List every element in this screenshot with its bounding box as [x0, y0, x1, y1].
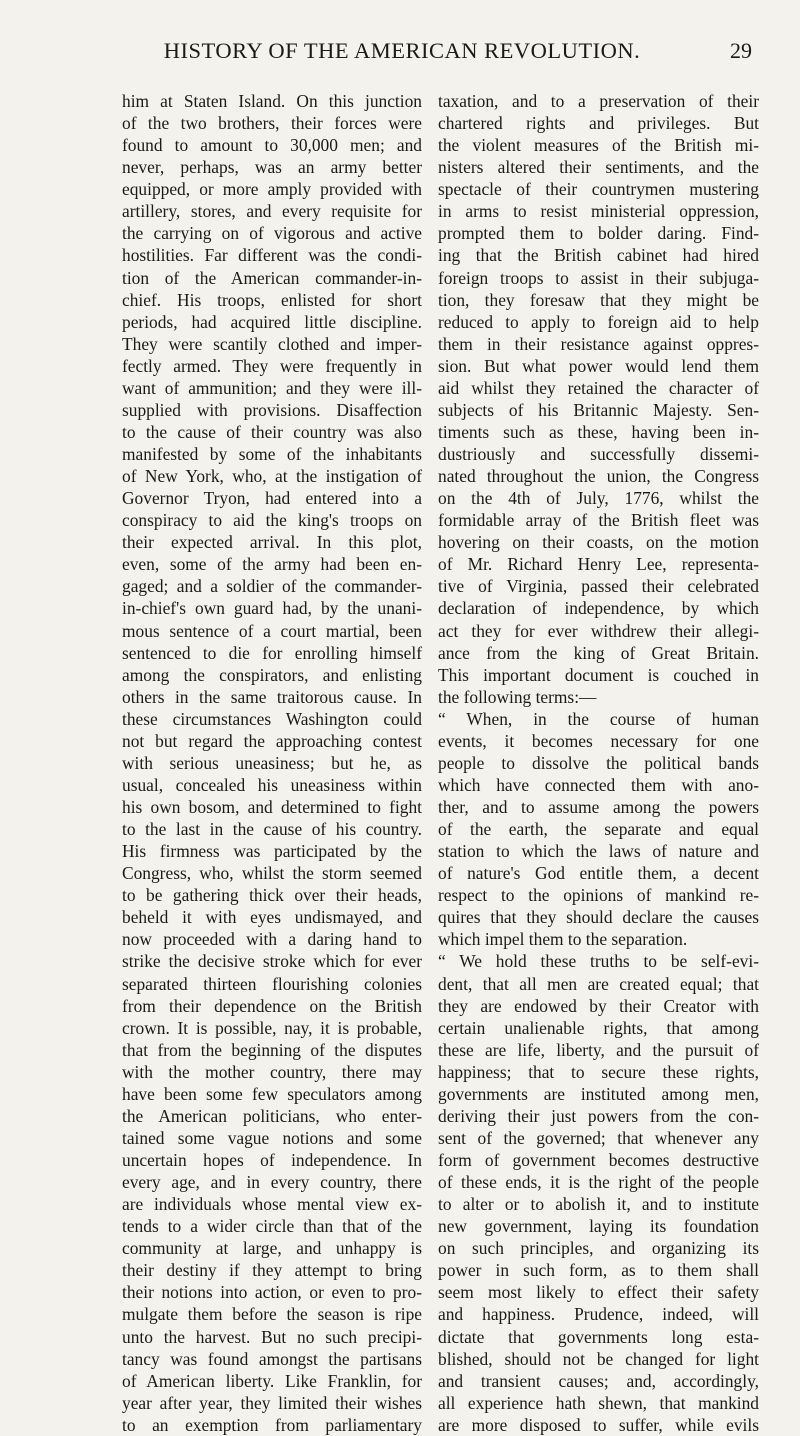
text-line: these circumstances Washington could — [122, 708, 422, 729]
text-line: spectacle of their countrymen mustering — [438, 179, 759, 200]
text-line: usual, concealed his uneasiness within — [122, 774, 422, 795]
text-line: and transient causes; and, accordingly, — [438, 1370, 759, 1391]
text-line: from their dependence on the British — [122, 995, 422, 1016]
text-line: their notions into action, or even to pro- — [122, 1282, 422, 1303]
text-line: events, it becomes necessary for one — [438, 730, 759, 751]
text-line: with serious uneasiness; but he, as — [122, 752, 422, 773]
text-line: even, some of the army had been en- — [122, 554, 422, 575]
text-line: blished, should not be changed for light — [438, 1348, 759, 1369]
text-line: on such principles, and organizing its — [438, 1238, 759, 1259]
text-line: which impel them to the separation. — [438, 929, 688, 950]
text-line: form of government becomes destructive — [438, 1150, 759, 1170]
text-line: beheld it with eyes undismayed, and — [122, 907, 422, 928]
text-line: sion. But what power would lend them — [438, 355, 759, 376]
text-line: every age, and in every country, there — [122, 1172, 422, 1193]
text-line: ing that the British cabinet had hired — [438, 245, 759, 266]
text-line: on the 4th of July, 1776, whilst the — [438, 488, 759, 509]
text-line: which have connected them with ano- — [438, 774, 759, 795]
text-line: of New York, who, at the instigation of — [122, 466, 422, 487]
text-line: subjects of his Britannic Majesty. Sen- — [438, 399, 759, 420]
text-line: ther, and to assume among the powers — [438, 797, 759, 817]
text-line: chief. His troops, enlisted for short — [122, 289, 422, 310]
text-line: the violent measures of the British mi- — [438, 135, 759, 156]
text-line: fectly armed. They were frequently in — [122, 355, 422, 376]
text-line: dent, that all men are created equal; that — [438, 973, 759, 994]
text-line: are more disposed to suffer, while evils — [438, 1414, 759, 1435]
text-line: him at Staten Island. On this junction — [122, 91, 422, 111]
text-line: dustriously and successfully dissemi- — [438, 444, 759, 464]
text-line: others in the same traitorous cause. In — [122, 686, 422, 707]
text-line: artillery, stores, and every requisite for — [122, 201, 422, 222]
text-line: they are endowed by their Creator with — [438, 995, 759, 1016]
text-line: among the conspirators, and enlisting — [122, 664, 422, 685]
text-line: people to dissolve the political bands — [438, 752, 759, 773]
running-title: HISTORY OF THE AMERICAN REVOLUTION. — [163, 38, 641, 63]
text-line: nisters altered their sentiments, and the — [438, 157, 759, 178]
text-line: found to amount to 30,000 men; and — [122, 135, 422, 156]
text-line: tained some vague notions and some — [122, 1127, 422, 1148]
text-line: of these ends, it is the right of the people — [438, 1172, 759, 1193]
text-line: have been some few speculators among — [122, 1083, 422, 1104]
text-line: ance from the king of Great Britain. — [438, 642, 759, 663]
left-text-column — [122, 90, 422, 1436]
text-line: tion, they foresaw that they might be — [438, 289, 759, 310]
text-line: equipped, or more amply provided with — [122, 179, 422, 200]
text-line: to the last in the cause of his country. — [122, 819, 422, 840]
text-line: to be gathering thick over their heads, — [122, 885, 422, 906]
text-line: their destiny if they attempt to bring — [122, 1260, 422, 1281]
right-text-column — [438, 90, 759, 1436]
text-line: sentenced to die for enrolling himself — [122, 642, 422, 663]
text-line: aid whilst they retained the character of — [438, 377, 759, 398]
text-line: seem most likely to effect their safety — [438, 1282, 759, 1303]
text-line: hovering on their coasts, on the motion — [438, 532, 759, 553]
text-line: in-chief's own guard had, by the unani- — [122, 598, 422, 619]
text-line: tancy was found amongst the partisans — [122, 1348, 422, 1369]
text-line: tends to a wider circle than that of the — [122, 1216, 422, 1237]
text-line: periods, had acquired little discipline. — [122, 311, 422, 332]
text-line: foreign troops to assist in their subjuga- — [438, 267, 759, 288]
text-line: manifested by some of the inhabitants — [122, 444, 422, 464]
text-line: His firmness was participated by the — [122, 841, 422, 862]
text-line: mous sentence of a court martial, been — [122, 620, 422, 641]
text-line: chartered rights and privileges. But — [438, 113, 759, 134]
text-line: nated throughout the union, the Congress — [438, 466, 759, 487]
page-number: 29 — [730, 38, 752, 63]
text-line: of the earth, the separate and equal — [438, 819, 759, 840]
text-line: of the two brothers, their forces were — [122, 113, 422, 134]
text-line: the American politicians, who enter- — [122, 1105, 422, 1126]
text-line: uncertain hopes of independence. In — [122, 1150, 422, 1170]
text-line: tive of Virginia, passed their celebrated — [438, 576, 759, 597]
text-line: not but regard the approaching contest — [122, 730, 422, 751]
text-line: happiness; that to secure these rights, — [438, 1061, 759, 1082]
text-line: his own bosom, and determined to fight — [122, 797, 422, 817]
text-line: the carrying on of vigorous and active — [122, 223, 422, 244]
text-line: all experience hath shewn, that mankind — [438, 1392, 759, 1413]
text-line: mulgate them before the season is ripe — [122, 1304, 422, 1325]
text-line: They were scantily clothed and imper- — [122, 333, 422, 354]
text-line: these are life, liberty, and the pursuit of — [438, 1039, 759, 1060]
text-line: community at large, and unhappy is — [122, 1238, 422, 1259]
text-line: supplied with provisions. Disaffection — [122, 399, 422, 420]
text-line: act they for ever withdrew their allegi- — [438, 620, 759, 641]
text-line: to the cause of their country was also — [122, 421, 422, 442]
text-line: This important document is couched in — [438, 664, 759, 685]
text-line: now proceeded with a daring hand to — [122, 929, 422, 950]
text-line: want of ammunition; and they were ill- — [122, 377, 422, 398]
text-line: “ When, in the course of human — [438, 708, 759, 729]
text-line: to an exemption from parliamentary — [122, 1414, 422, 1435]
text-line: unto the harvest. But no such precipi- — [122, 1326, 422, 1347]
text-line: of Mr. Richard Henry Lee, representa- — [438, 554, 759, 575]
text-line: dictate that governments long esta- — [438, 1326, 759, 1347]
text-line: year after year, they limited their wishes — [122, 1392, 422, 1413]
text-line: Congress, who, whilst the storm seemed — [122, 863, 422, 884]
text-line: are individuals whose mental view ex- — [122, 1194, 422, 1215]
text-line: station to which the laws of nature and — [438, 841, 759, 862]
text-line: declaration of independence, by which — [438, 598, 759, 619]
text-line: to alter or to abolish it, and to institute — [438, 1194, 759, 1215]
text-line: power in such form, as to them shall — [438, 1260, 759, 1281]
text-line: prompted them to bolder daring. Find- — [438, 223, 759, 244]
text-line: of American liberty. Like Franklin, for — [122, 1370, 422, 1391]
text-line: the following terms:— — [438, 686, 597, 707]
text-line: governments are instituted among men, — [438, 1083, 759, 1104]
text-line: “ We hold these truths to be self-evi- — [438, 951, 759, 972]
text-line: formidable array of the British fleet was — [438, 510, 759, 531]
text-line: hostilities. Far different was the condi- — [122, 245, 422, 266]
text-line: of nature's God entitle them, a decent — [438, 863, 759, 884]
text-line: certain unalienable rights, that among — [438, 1017, 759, 1038]
text-line: timents such as these, having been in- — [438, 421, 759, 442]
text-line: and happiness. Prudence, indeed, will — [438, 1304, 759, 1325]
text-line: crown. It is possible, nay, it is probable, — [122, 1017, 422, 1038]
text-line: conspiracy to aid the king's troops on — [122, 510, 422, 531]
text-line: deriving their just powers from the con- — [438, 1105, 759, 1126]
text-line: respect to the opinions of mankind re- — [438, 885, 759, 906]
text-line: never, perhaps, was an army better — [122, 157, 422, 178]
text-line: tion of the American commander-in- — [122, 267, 422, 288]
text-line: reduced to apply to foreign aid to help — [438, 311, 759, 332]
text-line: gaged; and a soldier of the commander- — [122, 576, 422, 597]
text-line: quires that they should declare the causes — [438, 907, 759, 928]
text-line: sent of the governed; that whenever any — [438, 1127, 759, 1148]
text-line: them in their resistance against oppres- — [438, 333, 759, 354]
text-line: new government, laying its foundation — [438, 1216, 759, 1237]
text-line: separated thirteen flourishing colonies — [122, 973, 422, 994]
page-header — [112, 38, 760, 72]
text-line: in arms to resist ministerial oppression, — [438, 201, 759, 222]
text-line: with the mother country, there may — [122, 1061, 422, 1082]
text-line: their expected arrival. In this plot, — [122, 532, 422, 553]
text-line: strike the decisive stroke which for ever — [122, 951, 422, 972]
text-line: that from the beginning of the disputes — [122, 1039, 422, 1060]
text-line: taxation, and to a preservation of their — [438, 91, 759, 111]
text-line: Governor Tryon, had entered into a — [122, 488, 422, 509]
